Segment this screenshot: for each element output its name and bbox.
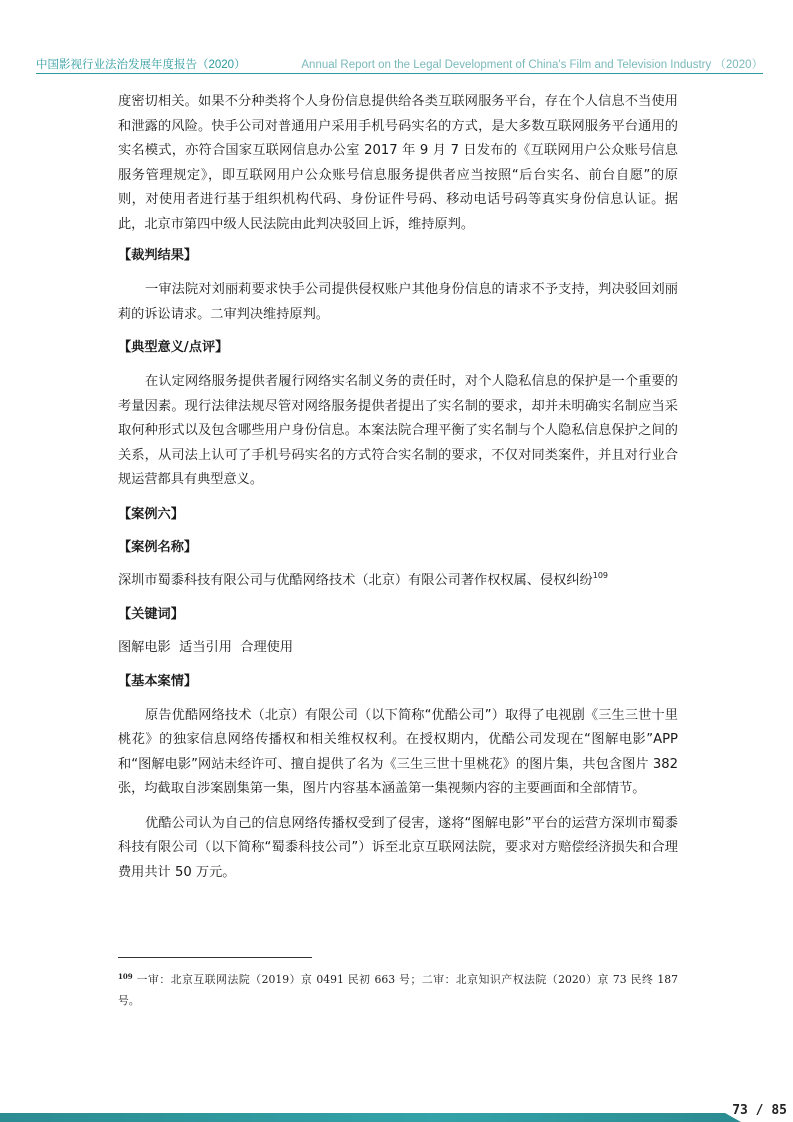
heading-significance: 【典型意义/点评】 [118, 340, 229, 355]
main-content [118, 90, 678, 885]
header-divider [36, 73, 763, 74]
page-number: 73 / 85 [732, 1103, 787, 1118]
heading-basic-facts: 【基本案情】 [118, 673, 198, 689]
paragraph-significance: 在认定网络服务提供者履行网络实名制义务的责任时，对个人隐私信息的保护是一个重要的考量因素。现行法律法规尽管对网络服务提供者提出了实名制的要求，却并未明确实名制应当采取何种形式以及包含哪些用户身份信息。本案法院合理平衡了实名制与个人隐私信息保护之间的关系，从司法上认可了手机号码实名的方式符合实名制的要求，不仅对同类案件，并且对行业合规运营都具有典型意义。 [118, 374, 678, 487]
heading-keywords: 【关键词】 [118, 606, 184, 622]
paragraph-continuation: 度密切相关。如果不分种类将个人身份信息提供给各类互联网服务平台，存在个人信息不当使用和泄露的风险。快手公司对普通用户采用手机号码实名的方式，是大多数互联网服务平台通用的实名模式，亦符合国家互联网信息办公室 2017 年 9 月 7 日发布的《互联网用户公众账号信息服务管理规定》，即互联网用户公众账号信息服务提供者应当按照“后台实名、前台自愿”的原则，对使用者进行基于组织机构代码、身份证件号码、移动电话号码等真实身份信息认证。据此，北京市第四中级人民法院由此判决驳回上诉，维持原判。 [118, 94, 678, 232]
heading-case-six: 【案例六】 [118, 506, 184, 522]
footnote-reference[interactable]: 109 [592, 570, 609, 580]
paragraph-facts-2: 优酷公司认为自己的信息网络传播权受到了侵害，遂将“图解电影”平台的运营方深圳市蜀黍科技有限公司（以下简称“蜀黍科技公司”）诉至北京互联网法院，要求对方赔偿经济损失和合理费用共计 50 万元。 [118, 815, 678, 880]
case-name [118, 569, 678, 593]
case-name-text: 深圳市蜀黍科技有限公司与优酷网络技术（北京）有限公司著作权权属、侵权纠纷 [118, 572, 593, 588]
keywords-text: 图解电影 适当引用 合理使用 [118, 639, 294, 655]
heading-judgment-result: 【裁判结果】 [118, 248, 198, 263]
heading-case-name: 【案例名称】 [118, 539, 198, 555]
footer-bar [0, 1113, 725, 1122]
paragraph-judgment-result: 一审法院对刘丽莉要求快手公司提供侵权账户其他身份信息的请求不予支持，判决驳回刘丽莉的诉讼请求。二审判决维持原判。 [118, 282, 678, 322]
footnote-text: 一审：北京互联网法院（2019）京 0491 民初 663 号；二审：北京知识产权法院（2020）京 73 民终 187 号。 [118, 973, 678, 1007]
footnote-mark: 109 [118, 972, 133, 981]
footnote-divider [118, 957, 312, 958]
paragraph-facts-1: 原告优酷网络技术（北京）有限公司（以下简称“优酷公司”）取得了电视剧《三生三世十里桃花》的独家信息网络传播权和相关维权权利。在授权期内，优酷公司发现在“图解电影”APP 和“图解电影”网站未经许可、擅自提供了名为《三生三世十里桃花》的图片集，共包含图片 382 张，均截取自涉案剧集第一集，图片内容基本涵盖第一集视频内容的主要画面和全部情节。 [118, 707, 678, 796]
header-title-cn: 中国影视行业法治发展年度报告（2020） [36, 59, 246, 71]
header-title-en: Annual Report on the Legal Development of China's Film and Television Industry （2020） [301, 59, 763, 71]
running-header [36, 52, 763, 74]
footnote [118, 966, 678, 1011]
